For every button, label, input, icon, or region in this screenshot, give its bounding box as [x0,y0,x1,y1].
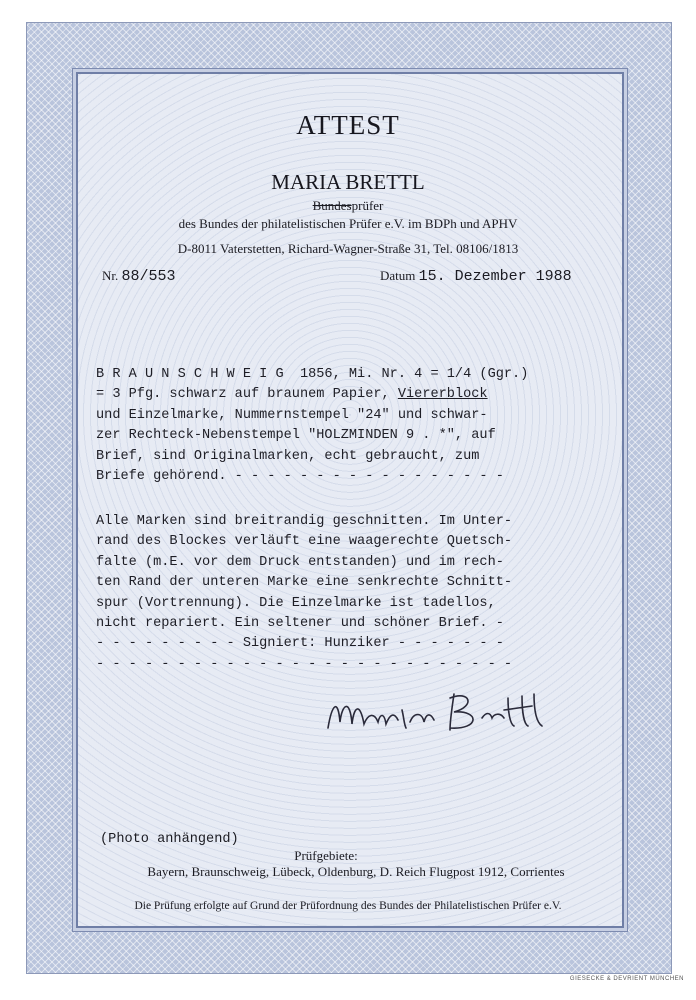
date-value: 15. Dezember 1988 [418,268,572,285]
examiner-role [76,198,620,214]
condition-line: falte (m.E. vor dem Druck entstanden) und im rech- [96,554,504,570]
examiner-name: MARIA BRETTL [271,170,425,194]
examiner-role-rest: prüfer [351,198,384,213]
footer-note: Die Prüfung erfolgte auf Grund der Prüfordnung des Bundes der Philatelistischen Prüfer e.V. [134,900,562,912]
stamp-description [96,365,528,487]
description-line: Briefe gehörend. - - - - - - - - - - - - - - - - - [96,469,504,485]
condition-line: - - - - - - - - - Signiert: Hunziker - - - - - - - [96,636,504,652]
examiner-association: des Bundes der philatelistischen Prüfer e.V. im BDPh und APHV [178,216,518,231]
condition-line: - - - - - - - - - - - - - - - - - - - - - - - - - - [96,656,513,672]
condition-line: nicht repariert. Ein seltener und schöner Brief. - [96,616,504,632]
description-line: = 3 Pfg. schwarz auf braunem Papier, Viererblock [96,387,488,403]
certificate-title: ATTEST [296,110,400,140]
description-line: B R A U N S C H W E I G 1856, Mi. Nr. 4 = 1/4 (Ggr.) [96,367,529,382]
condition-line: rand des Blockes verläuft eine waagerechte Quetsch- [96,534,513,550]
description-line: Brief, sind Originalmarken, echt gebraucht, zum [96,448,480,464]
certificate-date [380,268,572,285]
condition-notes [96,512,512,675]
examiner-address: D-8011 Vaterstetten, Richard-Wagner-Straße 31, Tel. 08106/1813 [177,241,519,256]
description-line: und Einzelmarke, Nummernstempel "24" und schwar- [96,407,488,423]
condition-line: spur (Vortrennung). Die Einzelmarke ist tadellos, [96,595,496,611]
printer-imprint: GIESECKE & DEVRIENT MÜNCHEN [569,976,684,982]
examiner-role-struck: Bundes [312,198,352,213]
date-label: Datum [380,268,416,283]
pruefgebiete-label: Prüfgebiete: [294,848,358,863]
number-label: Nr. [102,268,119,283]
photo-note: (Photo anhängend) [100,832,239,847]
condition-line: ten Rand der unteren Marke eine senkrechte Schnitt- [96,575,513,591]
pruefgebiete-list: Bayern, Braunschweig, Lübeck, Oldenburg, D. Reich Flugpost 1912, Corrientes [147,864,565,879]
description-line: zer Rechteck-Nebenstempel "HOLZMINDEN 9 . *", auf [96,428,496,444]
condition-line: Alle Marken sind breitrandig geschnitten. Im Unter- [96,514,513,529]
certificate-number [102,268,176,285]
number-value: 88/553 [121,268,176,285]
handwritten-signature [320,684,550,744]
